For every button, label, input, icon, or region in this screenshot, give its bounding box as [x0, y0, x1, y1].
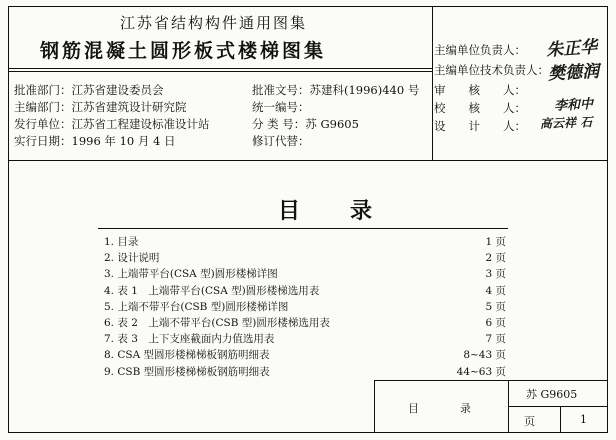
border-top: [8, 6, 608, 7]
toc-item-label: 6. 表 2 上端不带平台(CSB 型)圆形楼梯选用表: [104, 317, 330, 329]
toc-item-page: 5 页: [485, 300, 506, 313]
collection-title: 钢筋混凝土圆形板式楼梯图集: [40, 40, 327, 62]
toc-title: 目 录: [278, 198, 375, 224]
toc-item-label: 2. 设计说明: [104, 252, 160, 265]
border-bottom: [8, 432, 608, 433]
section-rule: [8, 160, 608, 161]
resp-divider: [432, 6, 433, 160]
toc-item-page: 2 页: [485, 252, 506, 265]
toc-item-label: 4. 表 1 上端带平台(CSA 型)圆形楼梯选用表: [104, 284, 320, 297]
toc-item-label: 9. CSB 型圆形楼梯梯板钢筋明细表: [104, 365, 270, 378]
toc-item-label: 5. 上端不带平台(CSB 型)圆形楼梯详图: [104, 300, 289, 313]
signature-designer: 高云祥 石: [539, 115, 593, 131]
toc-item-label: 7. 表 3 上下支座截面内力值选用表: [104, 333, 275, 346]
titleblock-page-label: 页: [524, 415, 535, 428]
toc-item-page: 7 页: [485, 333, 506, 346]
role-chief-unit-head: 主编单位负责人：: [434, 43, 526, 57]
toc-item-page: 8~43 页: [463, 349, 506, 362]
toc-item-page: 4 页: [485, 284, 506, 297]
role-designer: 设 计 人：: [434, 119, 526, 133]
titleblock-page-number: 1: [580, 413, 587, 426]
editor-dept: 主编部门：江苏省建筑设计研究院: [14, 100, 187, 114]
toc-item-page: 1 页: [485, 236, 506, 248]
publisher: 发行单位：江苏省工程建设标准设计站: [14, 117, 210, 131]
role-reviewer: 审 核 人：: [434, 83, 526, 97]
approval-number: 批准文号：苏建科(1996)440 号: [252, 83, 420, 97]
titleblock-code: 苏 G9605: [526, 388, 578, 401]
collection-subtitle: 江苏省结构构件通用图集: [120, 14, 308, 32]
toc-item-page: 3 页: [485, 268, 506, 281]
toc-item-page: 44~63 页: [456, 365, 506, 378]
toc-item-label: 3. 上端带平台(CSA 型)圆形楼梯详图: [104, 268, 278, 281]
signature-checker: 李和中: [553, 96, 594, 115]
approval-dept: 批准部门：江苏省建设委员会: [14, 83, 164, 97]
titleblock-name: 目 录: [408, 402, 473, 415]
revision-replaces: 修订代替：: [252, 134, 310, 148]
role-technical-head: 主编单位技术负责人：: [434, 63, 549, 77]
role-checker: 校 核 人：: [434, 101, 526, 115]
classification-number: 分 类 号：苏 G9605: [252, 117, 359, 131]
titleblock-top: [374, 380, 607, 381]
titleblock-page-split: [560, 406, 561, 432]
border-right: [607, 6, 608, 433]
titleblock-hsplit: [508, 406, 607, 407]
toc-rule: [98, 228, 508, 229]
effective-date: 实行日期：1996 年 10 月 4 日: [14, 134, 176, 148]
toc-item-page: 6 页: [485, 317, 506, 329]
header-rule-2: [8, 71, 432, 72]
titleblock-left: [374, 380, 375, 432]
toc-item-label: 8. CSA 型圆形楼梯梯板钢筋明细表: [104, 349, 270, 362]
unified-number: 统一编号：: [252, 100, 310, 114]
toc-item-label: 1. 目录: [104, 236, 139, 248]
signature-chief-unit-head: 朱正华: [545, 37, 598, 61]
header-rule: [8, 68, 432, 69]
signature-technical-head: 樊德润: [547, 61, 600, 85]
